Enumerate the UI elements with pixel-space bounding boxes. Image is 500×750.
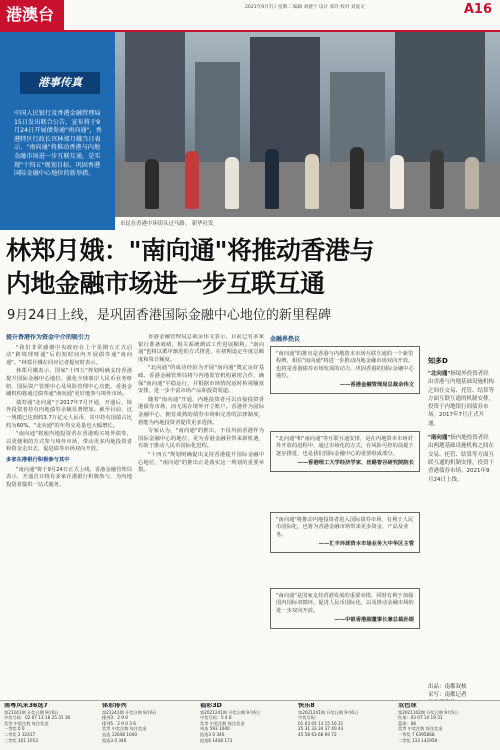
sidebar-text: 中国人民银行及香港金融管理局15日发出联合公告，宣布将于9月24日开展债券通"南向通"，香港特区行政长官林郑月娥当日表示，"南向通"将推动香港与内地金融市场进一步互联互通，是实现"十四五"规划目标、巩固香港国际金融中心地位的新举措。 — [14, 110, 102, 178]
lottery-title: 南粤风采36选7 — [4, 703, 48, 709]
lottery-box — [200, 703, 294, 749]
paragraph: 随着"南向通"开通，内地投资者可以直接投资香港债券市场，而无需在境外开立账户。香港作为国际金融中心，拥有成熟的债券市场和完善的法律制度，将能为内地投资者提供更多选择。 — [138, 396, 264, 426]
pedestrian-shape — [350, 147, 364, 209]
pedestrian-shape — [465, 157, 479, 209]
lottery-row: 01 03 05 13 15 16 21 — [298, 720, 344, 726]
term-northbound: "北向通" — [428, 371, 451, 377]
paragraph: 债券通"北向通"于2017年7月开通，开通后，境外投资者持有内地债券余额显著增加。截至目前，这一规模已达到约3.7万亿元人民币，其中持有国债占比约为60%。"北向通"的年均交易量也大幅增长。 — [6, 399, 132, 429]
lottery-row: 二等奖 133 142958 — [398, 737, 438, 743]
know-more-text — [428, 434, 494, 484]
building-shape — [125, 32, 185, 172]
lottery-row: 二等奖 2 32417 — [4, 731, 36, 737]
quote-text: "南向通"将推动内地投资者进入国际债券市场，有利于人民币国际化，也将为香港金融市场带来更多资金、产品及业务。 — [276, 517, 414, 538]
sidebar-title: 港事传真 — [20, 72, 100, 94]
quote-source: ——中银香港副董事长兼总裁孙煜 — [334, 616, 414, 623]
quote-source: ——汇丰环球资本市场业务大中华区主管 — [318, 540, 414, 547]
lottery-row: 三等奖 101 1053 — [4, 737, 38, 743]
quote-text: "南向通"的推出是香港与内地资本市场互联互通的一个新里程碑，相信"南向通"将进一步推动内地金融市场双向开放，也将是香港债券市场发展的动力，巩固香港的国际金融中心地位。 — [276, 351, 414, 379]
lottery-title: 体彩排列 — [102, 703, 127, 709]
quote-box — [270, 512, 420, 553]
definition-northbound: 指境外投资者经由香港与内地基础设施机构之间在交易、托管、结算等方面互联互通的机制安排，投资于内地银行间债券市场。2017年7月正式开通。 — [428, 371, 495, 427]
term-southbound: "南向通" — [428, 435, 451, 442]
article-column-1 — [6, 334, 132, 696]
lottery-row: 25 31 33 34 37 40 43 — [298, 726, 344, 732]
subheadline: 9月24日上线，是巩固香港国际金融中心地位的新里程碑 — [7, 308, 331, 323]
section-heading: 多家在港银行积极参与其中 — [6, 456, 70, 463]
headline — [6, 234, 496, 300]
quotes-heading: 金融界热议 — [270, 336, 301, 343]
lottery-row: 组选6 1408 173 — [200, 737, 233, 743]
lottery-row: 中奖号码：5 4 8 — [200, 715, 232, 721]
lottery-row: 奖等 中奖注数 每注奖金 — [200, 720, 245, 726]
lottery-box — [4, 703, 98, 749]
quote-box — [270, 346, 420, 394]
lottery-row: 排列5：2 9 0 3 6 — [102, 720, 136, 726]
page-number: A16 — [463, 2, 492, 17]
pedestrian-shape — [430, 150, 444, 209]
paragraph: "南向通"将于9月24日正式上线，香港金融管理局表示，开通首日将有多家在港银行积极参与，为内地投资者提供一站式服务。 — [6, 466, 132, 488]
lottery-box — [102, 703, 196, 749]
street-photo — [115, 32, 500, 217]
pedestrian-shape — [305, 154, 319, 209]
quote-text: "南向通"是国家支持香港发展的重要举措，同时有利于加强国内国际双循环，促进人民币国际化，以及推动金融市场的进一步双向开放。 — [276, 593, 414, 614]
lottery-row: 一等奖 7 6395868 — [398, 731, 435, 737]
credit-line: 采写：南都记者 — [428, 692, 467, 698]
lottery-row: 中奖号码： — [298, 715, 319, 721]
section-heading: 提升香港作为资金中介的吸引力 — [6, 334, 91, 341]
lottery-row: 奖等 中奖注数 每注奖金 — [398, 726, 443, 732]
paragraph: "十四五"规划明确提出支持香港提升国际金融中心地位，"南向通"的推出正是落实这一规划的重要举措。 — [138, 451, 264, 474]
lottery-row: 组选3 0 346 — [102, 737, 127, 743]
pedestrian-shape — [265, 149, 279, 209]
pedestrian-shape — [185, 151, 199, 209]
lottery-title: 福彩3D — [200, 703, 222, 709]
lottery-row: 第21241期 开奖日期 9月6日 — [4, 709, 59, 715]
lottery-box — [398, 703, 496, 749]
paragraph: "南向通"将使内地投资者在香港购买境外债券，以更便利的方式参与境外市场，带动更多内地投资者和资金走出去，促进债券市场双向开放。 — [6, 431, 132, 453]
definition-southbound: 指内地投资者经由两地基础设施机构之间在交易、托管、结算等方面互联互通的机制安排，投资于香港债券市场。2021年9月24日上线。 — [428, 435, 495, 483]
lottery-row: 蓝球：08 — [398, 720, 416, 726]
pedestrian-shape — [145, 159, 159, 209]
lottery-footer — [0, 700, 500, 750]
paragraph: "北向通"的成功经验为开展"南向通"奠定良好基础。香港金融管理局将与内地监管机构紧密合作，确保"南向通"平稳运行，并根据市场情况适时检视额度安排，进一步丰富市场产品和投资渠道。 — [138, 365, 264, 395]
paragraph: "我们非常感谢中央政府在上个星期五正式启动"跨境理财通"后的短时间内开展债券通"南向通"。"林郑月娥在回应记者提问时表示。 — [6, 344, 132, 366]
credit-line: 出品：南都双核 — [428, 684, 467, 690]
lottery-title: 快乐8 — [298, 703, 315, 709]
lottery-row: 红球：03 07 14 19 31 — [398, 715, 443, 721]
lottery-row: 组选3 0 346 — [200, 731, 225, 737]
lottery-row: 直选 12648 1040 — [102, 731, 138, 737]
pedestrian-shape — [225, 157, 239, 209]
lottery-row: 第2021241期 开奖日期 9月6日 — [200, 709, 261, 715]
quote-box — [270, 431, 420, 472]
page-meta: 2021年9月7日 星期二 编辑 刘建宁 设计 邓玲 校对 刘爱文 — [245, 5, 365, 10]
lottery-row: 第2021241期 开奖日期 9月6日 — [298, 709, 359, 715]
lottery-row: 中奖号码：02 07 13 18 25 31 36 — [4, 715, 71, 721]
page-header — [0, 0, 500, 30]
lottery-row: 第2021102期 开奖日期 9月5日 — [398, 709, 459, 715]
section-badge — [0, 0, 64, 30]
intro-sidebar — [0, 32, 115, 230]
paragraph: 专家认为，"南向通"的推出，不仅巩固香港作为国际金融中心的地位，更为香港金融业带来新机遇，有助于推动人民币国际化进程。 — [138, 428, 264, 450]
lottery-row: 单选 593 1040 — [200, 726, 230, 732]
quote-text: "北向通"和"南向通"等互联互通安排，是在内地资本市场对外开放的进程中，通过市场化的方式，在风险可控的前提下逐步推进，也是我们国际金融中心的重要组成部分。 — [276, 436, 414, 457]
lottery-box — [298, 703, 394, 749]
headline-line-2: 内地金融市场进一步互联互通 — [6, 269, 325, 298]
lottery-row: 一等奖 0 0 — [4, 726, 25, 732]
paragraph: 林郑月娥表示，国家"十四五"规划明确支持香港提升国际金融中心地位，强化全球离岸人民币业务枢纽、国际资产管理中心及风险管理中心功能。香港金融机构将通过债券通"南向通"更好地参与境外市场。 — [6, 368, 132, 398]
lottery-row: 奖等 中奖注数 每注奖金 — [102, 726, 147, 732]
lottery-row: 第21241期 开奖日期 9月6日 — [102, 709, 157, 715]
paragraph: 香港金融管理局总裁余伟文表示，目前已有多家银行准备就绪，相关系统测试工作进展顺利。"南向通"也将以循序渐进的方式推进，在初期设定年度总额度和每日额度。 — [138, 334, 264, 363]
building-shape — [195, 62, 240, 172]
quote-box — [270, 588, 420, 629]
know-more-title: 知多D — [428, 357, 448, 365]
quote-source: ——香港金融管理局总裁余伟文 — [339, 382, 414, 389]
lottery-row: 排列3：2 9 0 — [102, 715, 128, 721]
photo-caption: 市民在香港中环街头过马路。 新华社发 — [120, 221, 214, 227]
lottery-title: 双色球 — [398, 703, 417, 709]
pedestrian-shape — [390, 155, 404, 209]
headline-line-1: 林郑月娥："南向通"将推动香港与 — [6, 236, 375, 265]
quote-source: ——香港理工大学经济学家、丝路智谷研究院院长 — [297, 459, 414, 466]
lottery-row: 45 58 63 68 69 72 — [298, 731, 337, 737]
lottery-row: 奖等 中奖注数 每注奖金 — [4, 720, 49, 726]
know-more-text — [428, 370, 494, 428]
article-column-2 — [138, 334, 264, 696]
building-shape — [250, 37, 320, 172]
section-label: 港澳台 — [6, 5, 55, 24]
